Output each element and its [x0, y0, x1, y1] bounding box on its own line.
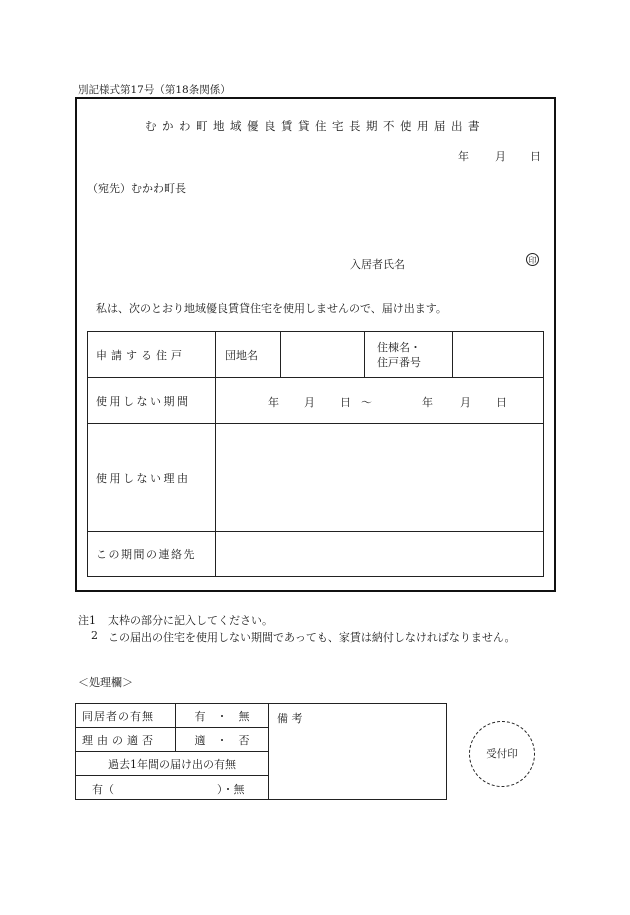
building-label-line2: 住戸番号: [377, 355, 421, 369]
period-year-2: 年: [422, 396, 433, 409]
reason-check-label: 理由の適否: [76, 728, 176, 752]
seal-mark: 印: [526, 253, 539, 266]
note-1-number: 注1: [78, 614, 96, 627]
contact-input[interactable]: [216, 532, 544, 577]
table-row: [88, 424, 544, 532]
form-reference: 別記様式第17号（第18条関係）: [78, 84, 231, 96]
table-row: [88, 378, 544, 424]
danchi-input[interactable]: [281, 332, 365, 378]
declaration-text: 私は、次のとおり地域優良賃貸住宅を使用しませんので、届け出ます。: [96, 302, 447, 315]
table-row: [88, 332, 544, 378]
form-title: むかわ町地域優良賃貸住宅長期不使用届出書: [145, 119, 485, 133]
period-day-1: 日: [340, 396, 351, 409]
date-year-label: 年: [458, 150, 469, 163]
period-input[interactable]: [216, 378, 544, 424]
row-label-unit: 申請する住戸: [88, 332, 216, 378]
past-notice-value[interactable]: [76, 776, 269, 800]
reason-input[interactable]: [216, 424, 544, 532]
remarks-cell[interactable]: [269, 704, 447, 800]
period-day-2: 日: [496, 396, 507, 409]
reception-stamp: 受付印: [469, 721, 535, 787]
period-month-2: 月: [460, 396, 471, 409]
processing-table: [75, 703, 447, 800]
note-2-text: この届出の住宅を使用しない期間であっても、家賃は納付しなければなりません。: [108, 631, 516, 644]
row-label-contact: この期間の連絡先: [88, 532, 216, 577]
note-2-number: 2: [91, 629, 98, 642]
building-input[interactable]: [453, 332, 544, 378]
period-tilde: ～: [361, 396, 372, 409]
period-month-1: 月: [304, 396, 315, 409]
table-row: [76, 704, 447, 728]
row-label-period: 使用しない期間: [88, 378, 216, 424]
period-year-1: 年: [268, 396, 279, 409]
date-month-label: 月: [495, 150, 506, 163]
remarks-label: 備 考: [277, 712, 303, 725]
application-table: [87, 331, 544, 577]
addressee: （宛先）むかわ町長: [87, 182, 186, 195]
resident-name-label: 入居者氏名: [350, 258, 405, 271]
processing-title: ＜処理欄＞: [78, 676, 133, 689]
building-label-line1: 住棟名・: [377, 340, 421, 354]
past-notice-yes: 有（: [92, 783, 114, 796]
date-day-label: 日: [530, 150, 541, 163]
danchi-label: 団地名: [216, 332, 281, 378]
table-row: [88, 532, 544, 577]
note-1-text: 太枠の部分に記入してください。: [108, 614, 273, 627]
reason-check-value[interactable]: 適 ・ 否: [176, 728, 269, 752]
cohabitant-value[interactable]: 有 ・ 無: [176, 704, 269, 728]
row-label-reason: 使用しない理由: [88, 424, 216, 532]
cohabitant-label: 同居者の有無: [76, 704, 176, 728]
building-label: [365, 332, 453, 378]
past-notice-no: ）・無: [217, 783, 245, 796]
past-notice-label: 過去1年間の届け出の有無: [76, 752, 269, 776]
